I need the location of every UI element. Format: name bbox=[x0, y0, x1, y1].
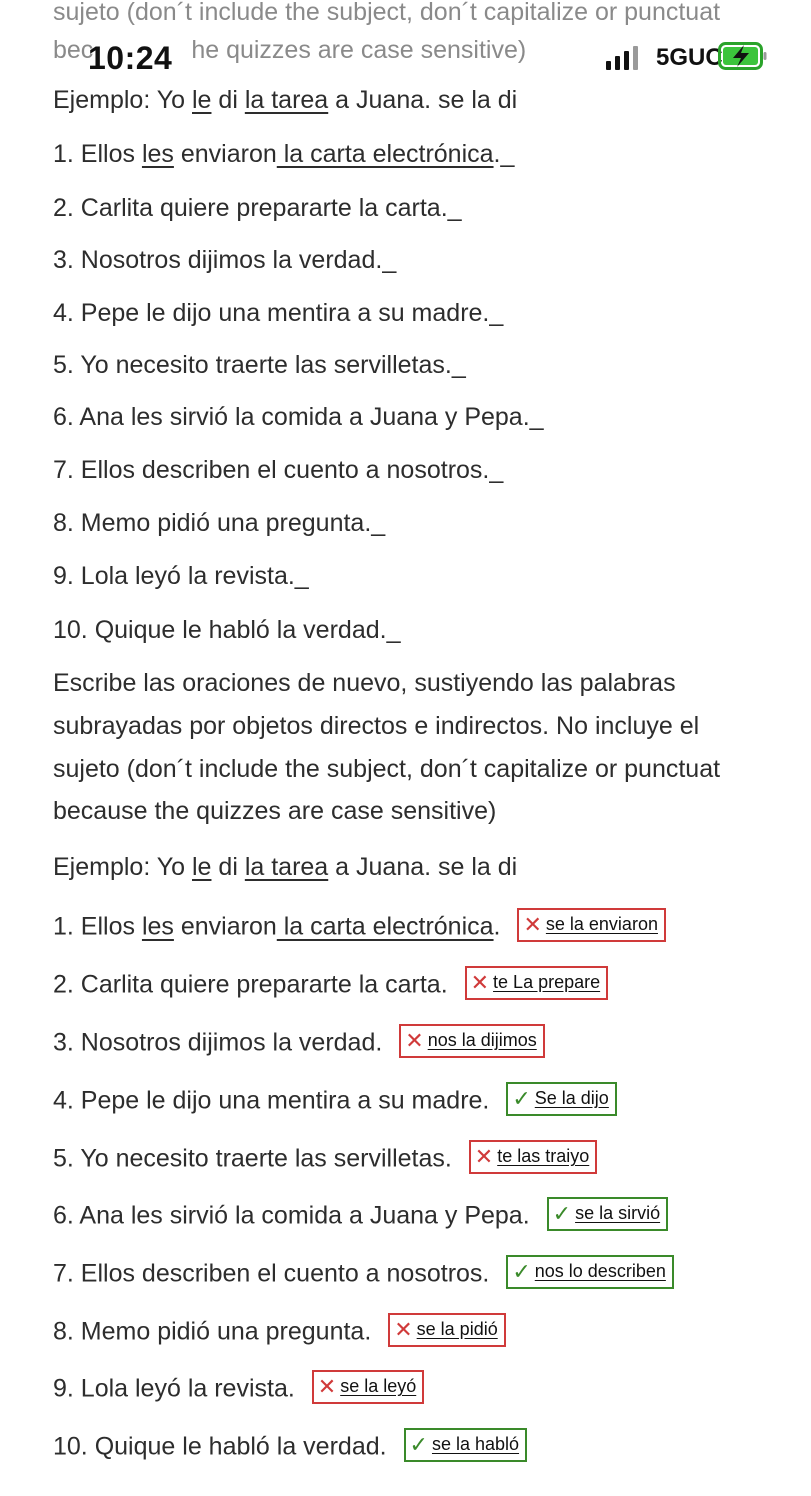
status-time: 10:24 bbox=[88, 40, 173, 76]
graded-question-10: 10. Quique le habló la verdad. ✓ se la habló bbox=[53, 1431, 527, 1465]
check-mark-icon: ✓ bbox=[512, 1259, 531, 1284]
question-5: 5. Yo necesito traerte las servilletas._ bbox=[53, 351, 466, 379]
x-mark-icon: ✕ bbox=[470, 970, 490, 995]
answer-blank[interactable]: _ bbox=[529, 403, 544, 431]
answer-value: nos la dijimos bbox=[427, 1030, 537, 1050]
graded-question-9: 9. Lola leyó la revista. ✕ se la leyó bbox=[53, 1373, 424, 1407]
answer-box-incorrect[interactable] bbox=[312, 1370, 424, 1404]
answer-value: se la leyó bbox=[340, 1376, 417, 1396]
answer-blank[interactable]: _ bbox=[294, 562, 309, 590]
answer-value: se la sirvió bbox=[575, 1203, 661, 1223]
check-mark-icon: ✓ bbox=[552, 1201, 572, 1226]
answer-blank[interactable]: _ bbox=[386, 616, 401, 644]
answer-value: nos lo describen bbox=[534, 1261, 666, 1281]
answer-box-incorrect[interactable] bbox=[469, 1140, 597, 1174]
question-8: 8. Memo pidió una pregunta._ bbox=[53, 509, 386, 537]
instructions-line: because the quizzes are case sensitive) bbox=[53, 797, 497, 825]
answer-value: se la enviaron bbox=[545, 914, 658, 934]
example-line: Ejemplo: Yo le di la tarea a Juana. se la di bbox=[53, 853, 518, 881]
example-line: Ejemplo: Yo le di la tarea a Juana. se la di bbox=[53, 86, 518, 114]
answer-blank[interactable]: _ bbox=[371, 509, 386, 537]
x-mark-icon: ✕ bbox=[474, 1144, 494, 1169]
answer-value: te las traiyo bbox=[497, 1146, 590, 1166]
instructions-line: sujeto (don´t include the subject, don´t capitalize or punctuat bbox=[53, 755, 721, 783]
answer-box-correct[interactable] bbox=[506, 1082, 617, 1116]
question-3: 3. Nosotros dijimos la verdad._ bbox=[53, 246, 397, 274]
graded-question-8: 8. Memo pidió una pregunta. ✕ se la pidió bbox=[53, 1316, 506, 1350]
graded-question-5: 5. Yo necesito traerte las servilletas. ✕ te las traiyo bbox=[53, 1143, 597, 1177]
answer-box-correct[interactable] bbox=[404, 1428, 528, 1462]
answer-box-incorrect[interactable] bbox=[399, 1024, 544, 1058]
status-bar bbox=[0, 0, 811, 100]
answer-box-correct[interactable] bbox=[506, 1255, 674, 1289]
answer-box-incorrect[interactable] bbox=[388, 1313, 506, 1347]
battery-charging-icon bbox=[718, 42, 768, 70]
question-2: 2. Carlita quiere prepararte la carta._ bbox=[53, 194, 462, 222]
scrolled-text-line: bec he quizzes are case sensitive) bbox=[53, 36, 527, 64]
answer-blank[interactable]: _ bbox=[489, 456, 504, 484]
check-mark-icon: ✓ bbox=[409, 1432, 428, 1457]
answer-value: se la habló bbox=[431, 1434, 520, 1454]
instructions-line: Escribe las oraciones de nuevo, sustiyendo las palabras bbox=[53, 669, 676, 697]
graded-question-1: 1. Ellos les enviaron la carta electrónica. ✕ se la enviaron bbox=[53, 911, 666, 945]
check-mark-icon: ✓ bbox=[512, 1086, 531, 1111]
graded-question-3: 3. Nosotros dijimos la verdad. ✕ nos la dijimos bbox=[53, 1027, 545, 1061]
answer-value: se la pidió bbox=[416, 1319, 498, 1339]
graded-question-7: 7. Ellos describen el cuento a nosotros. ✓ nos lo describen bbox=[53, 1258, 674, 1292]
answer-blank[interactable]: _ bbox=[500, 140, 515, 168]
instructions-line: subrayadas por objetos directos e indirectos. No incluye el bbox=[53, 712, 700, 740]
network-type: 5GUC bbox=[656, 44, 723, 71]
graded-question-6: 6. Ana les sirvió la comida a Juana y Pepa. ✓ se la sirvió bbox=[53, 1200, 668, 1234]
graded-question-2: 2. Carlita quiere prepararte la carta. ✕ te La prepare bbox=[53, 969, 608, 1003]
answer-blank[interactable]: _ bbox=[447, 194, 462, 222]
scrolled-text-line: sujeto (don´t include the subject, don´t capitalize or punctuat bbox=[53, 0, 721, 26]
question-9: 9. Lola leyó la revista._ bbox=[53, 562, 309, 590]
question-4: 4. Pepe le dijo una mentira a su madre._ bbox=[53, 299, 504, 327]
x-mark-icon: ✕ bbox=[317, 1374, 337, 1399]
answer-blank[interactable]: _ bbox=[489, 299, 504, 327]
answer-box-correct[interactable] bbox=[547, 1197, 668, 1231]
question-10: 10. Quique le habló la verdad._ bbox=[53, 616, 401, 644]
question-7: 7. Ellos describen el cuento a nosotros._ bbox=[53, 456, 504, 484]
answer-value: Se la dijo bbox=[534, 1088, 609, 1108]
answer-box-incorrect[interactable] bbox=[517, 908, 666, 942]
question-1: 1. Ellos les enviaron la carta electrónica._ bbox=[53, 140, 515, 168]
signal-icon bbox=[606, 44, 646, 70]
graded-question-4: 4. Pepe le dijo una mentira a su madre. ✓ Se la dijo bbox=[53, 1085, 617, 1119]
question-6: 6. Ana les sirvió la comida a Juana y Pepa._ bbox=[53, 403, 544, 431]
answer-blank[interactable]: _ bbox=[451, 351, 466, 379]
x-mark-icon: ✕ bbox=[523, 912, 542, 937]
answer-blank[interactable]: _ bbox=[382, 246, 397, 274]
x-mark-icon: ✕ bbox=[405, 1028, 424, 1053]
x-mark-icon: ✕ bbox=[394, 1317, 413, 1342]
answer-value: te La prepare bbox=[493, 972, 601, 992]
answer-box-incorrect[interactable] bbox=[465, 966, 609, 1000]
